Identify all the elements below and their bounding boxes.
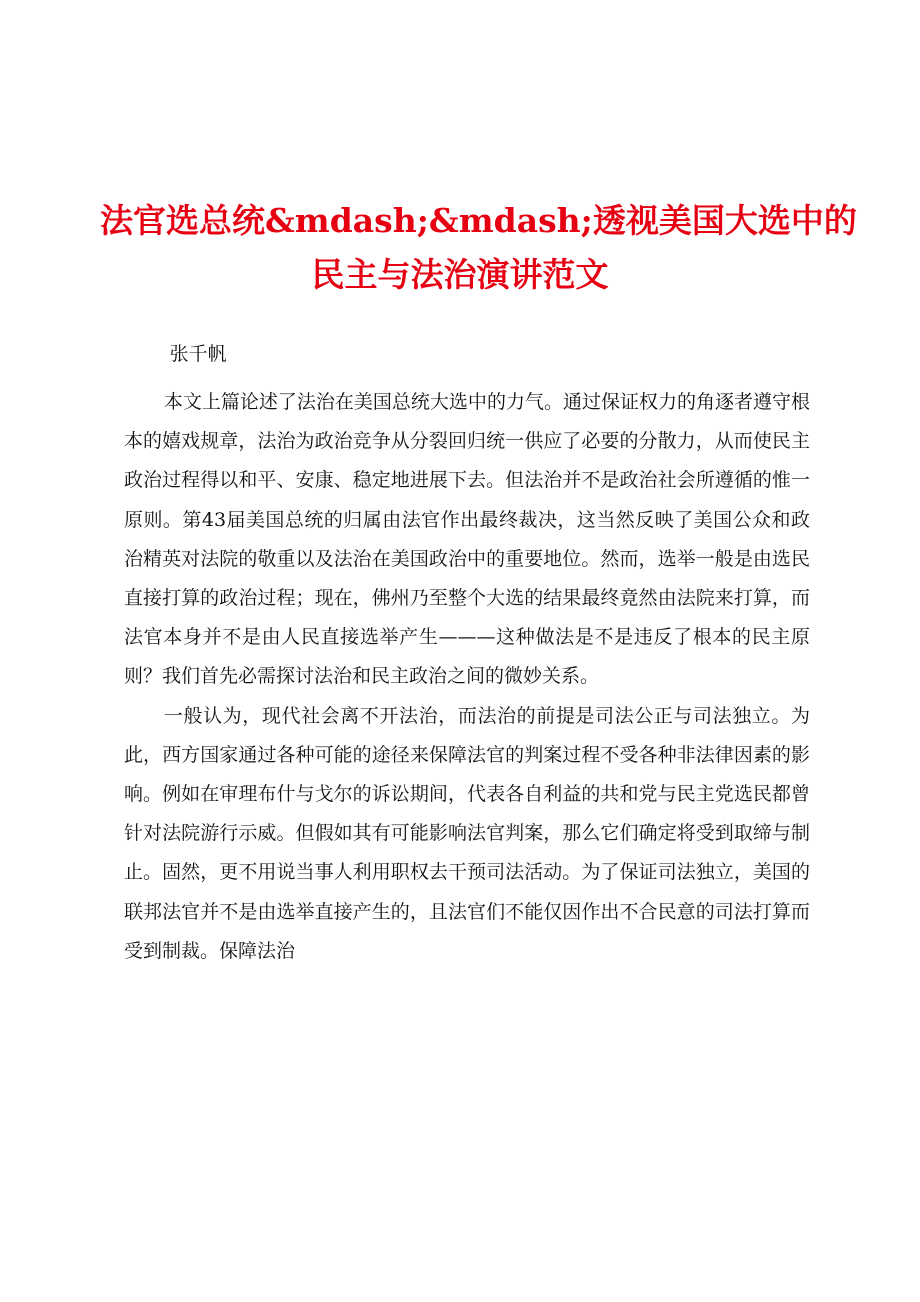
title-line-1: 法官选总统&mdash;&mdash;透视美国大选中的	[100, 201, 857, 240]
paragraph-1: 本文上篇论述了法治在美国总统大选中的力气。通过保证权力的角逐者遵守根本的嬉戏规章，法治为政治竞争从分裂回归统一供应了必要的分散力，从而使民主政治过程得以和平、安康、稳定地进展下去。但法治并不是政治社会所遵循的惟一原则。第43届美国总统的归属由法官作出最终裁决，这当然反映了美国公众和政治精英对法院的敬重以及法治在美国政治中的重要地位。然而，选举一般是由选民直接打算的政治过程；现在，佛州乃至整个大选的结果最终竟然由法院来打算，而法官本身并不是由人民直接选举产生———这种做法是不是违反了根本的民主原则？我们首先必需探讨法治和民主政治之间的微妙关系。	[124, 391, 810, 688]
document-title	[100, 194, 857, 302]
author-name: 张千帆	[169, 343, 227, 365]
paragraph-2: 一般认为，现代社会离不开法治，而法治的前提是司法公正与司法独立。为此，西方国家通过各种可能的途径来保障法官的判案过程不受各种非法律因素的影响。例如在审理布什与戈尔的诉讼期间，代表各自利益的共和党与民主党选民都曾针对法院游行示威。但假如其有可能影响法官判案，那么它们确定将受到取缔与制止。固然，更不用说当事人利用职权去干预司法活动。为了保证司法独立，美国的联邦法官并不是由选举直接产生的，且法官们不能仅因作出不合民意的司法打算而受到制裁。保障法治	[124, 704, 810, 962]
document-body	[124, 337, 810, 971]
title-line-2: 民主与法治演讲范文	[311, 255, 609, 294]
